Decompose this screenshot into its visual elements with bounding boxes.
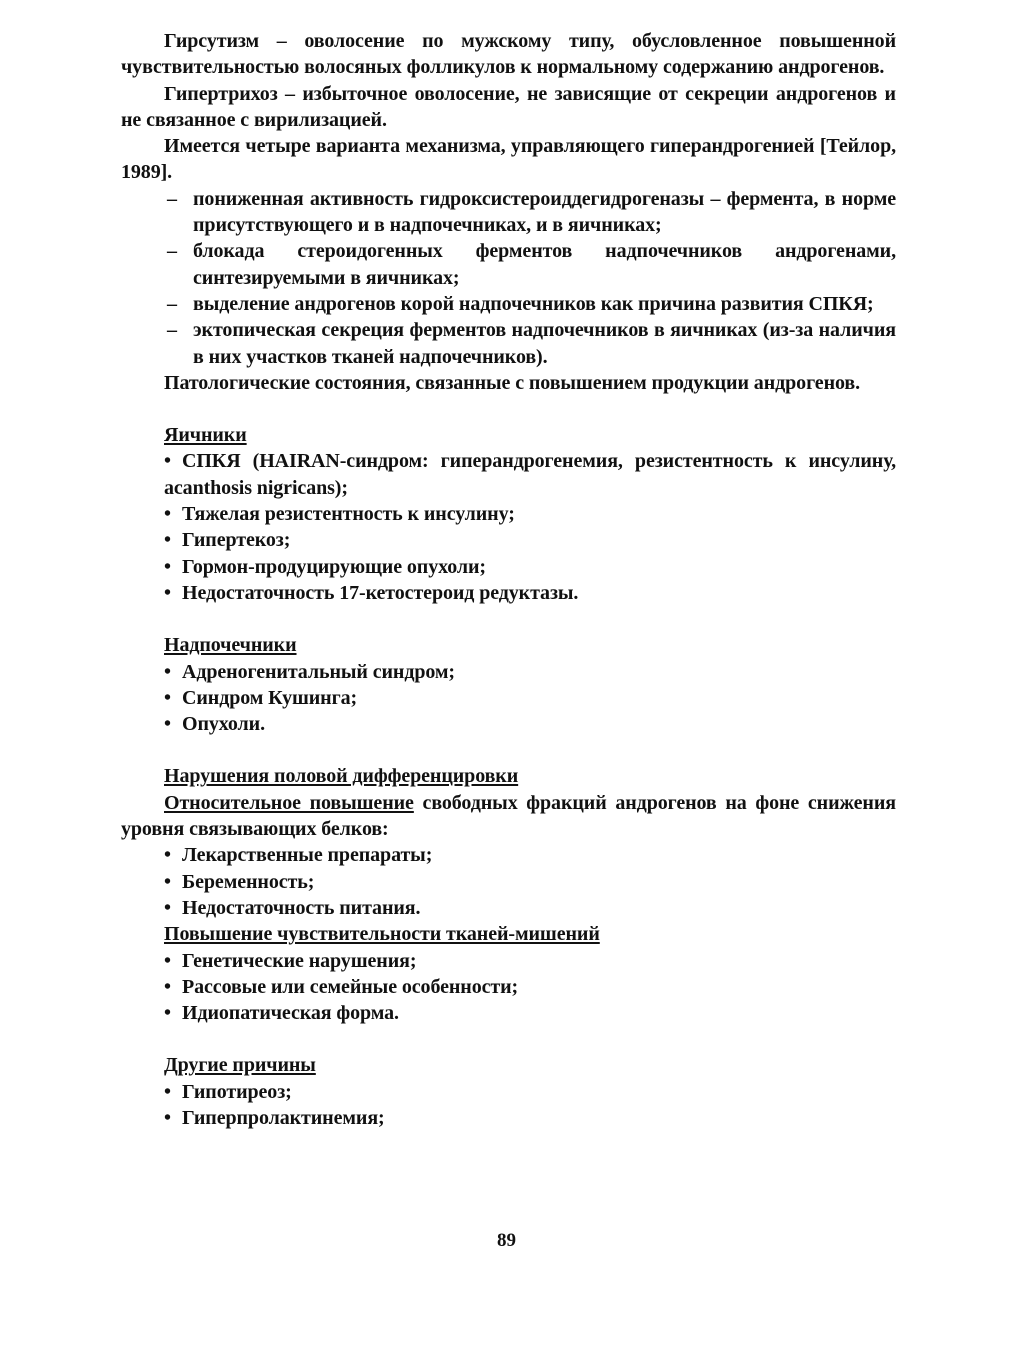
mechanisms-list — [121, 186, 896, 370]
other-causes-list — [121, 1079, 896, 1132]
list-item — [164, 1000, 896, 1026]
differentiation-heading: Нарушения половой дифференцировки — [164, 765, 519, 788]
differentiation-section — [121, 763, 896, 1026]
adrenals-heading: Надпочечники — [164, 634, 297, 657]
list-item — [164, 869, 896, 895]
list-item — [164, 448, 896, 501]
relative-increase-paragraph — [121, 790, 896, 843]
list-item-text: Беременность; — [182, 870, 315, 893]
bullet-icon: • — [164, 555, 171, 578]
list-item-text: Недостаточность питания. — [182, 896, 421, 919]
adrenals-list — [121, 659, 896, 738]
ovaries-section — [121, 422, 896, 606]
hypertrichosis-paragraph: Гипертрихоз – избыточное оволосение, не зависящие от секреции андрогенов и не связанное с вирилизацией. — [121, 82, 896, 131]
bullet-icon: • — [164, 660, 171, 683]
list-item — [164, 948, 896, 974]
list-item — [164, 1079, 896, 1105]
list-item-text: Идиопатическая форма. — [182, 1002, 399, 1025]
list-item-text: Опухоли. — [182, 713, 265, 736]
list-item — [164, 685, 896, 711]
hirsutism-paragraph: Гирсутизм – оволосение по мужскому типу, обусловленное повышенной чувствительностью волосяных фолликулов к нормальному содержанию андрогенов. — [121, 30, 896, 79]
list-item-text: Рассовые или семейные особенности; — [182, 975, 519, 998]
list-item — [164, 580, 896, 606]
relative-increase-text: свободных фракций андрогенов на фоне снижения уровня связывающих белков: — [121, 791, 897, 841]
list-item-text: Гипертекоз; — [182, 529, 291, 552]
list-item — [164, 711, 896, 737]
bullet-icon: • — [164, 949, 171, 972]
sensitivity-heading: Повышение чувствительности тканей-мишений — [164, 923, 600, 946]
list-item-text: Тяжелая резистентность к инсулину; — [182, 503, 515, 526]
list-item-text: Синдром Кушинга; — [182, 686, 358, 709]
pathological-states-paragraph: Патологические состояния, связанные с повышением продукции андрогенов. — [164, 371, 860, 394]
list-item-text: Недостаточность 17-кетостероид редуктазы. — [182, 581, 579, 604]
list-item-text: Лекарственные препараты; — [182, 844, 433, 867]
page-number: 89 — [497, 1230, 516, 1251]
list-item-text: Гормон-продуцирующие опухоли; — [182, 555, 486, 578]
bullet-icon: • — [164, 529, 171, 552]
relative-increase-list — [121, 842, 896, 921]
list-item — [164, 842, 896, 868]
list-item — [164, 501, 896, 527]
list-item — [164, 895, 896, 921]
adrenals-section — [121, 632, 896, 737]
mechanism-item: – выделение андрогенов корой надпочечников как причина развития СПКЯ; — [193, 291, 896, 317]
page-content — [121, 28, 896, 1131]
sensitivity-list — [121, 948, 896, 1027]
bullet-icon: • — [164, 581, 171, 604]
list-item-text: Адреногенитальный синдром; — [182, 660, 455, 683]
list-item-text: Генетические нарушения; — [182, 949, 417, 972]
bullet-icon: • — [164, 1080, 171, 1103]
list-item-text: СПКЯ (HAIRAN-синдром: гиперандрогенемия, резистентность к инсулину, acanthosis nigricans); — [164, 450, 896, 499]
ovaries-list — [121, 448, 896, 606]
bullet-icon: • — [164, 713, 171, 736]
list-item — [164, 1105, 896, 1131]
list-item — [164, 974, 896, 1000]
list-item-text: Гипотиреоз; — [182, 1080, 292, 1103]
mechanisms-intro-paragraph: Имеется четыре варианта механизма, управляющего гиперандрогенией [Тейлор, 1989]. — [121, 135, 896, 184]
bullet-icon: • — [164, 1106, 171, 1129]
bullet-icon: • — [164, 1002, 171, 1025]
relative-increase-label: Относительное повышение — [164, 791, 414, 814]
bullet-icon: • — [164, 896, 171, 919]
other-causes-heading: Другие причины — [164, 1054, 316, 1077]
list-item — [164, 527, 896, 553]
bullet-icon: • — [164, 844, 171, 867]
mechanism-item: – блокада стероидогенных ферментов надпочечников андрогенами, синтезируемыми в яичниках; — [193, 238, 896, 291]
other-causes-section — [121, 1052, 896, 1131]
list-item — [164, 554, 896, 580]
bullet-icon: • — [164, 450, 171, 473]
bullet-icon: • — [164, 686, 171, 709]
mechanism-item: – эктопическая секреция ферментов надпочечников в яичниках (из-за наличия в них участков тканей надпочечников). — [193, 317, 896, 370]
ovaries-heading: Яичники — [164, 424, 247, 447]
bullet-icon: • — [164, 503, 171, 526]
list-item-text: Гиперпролактинемия; — [182, 1106, 385, 1129]
list-item — [164, 659, 896, 685]
bullet-icon: • — [164, 870, 171, 893]
mechanism-item: – пониженная активность гидроксистероиддегидрогеназы – фермента, в норме присутствующего и в надпочечниках, и в яичниках; — [193, 186, 896, 239]
bullet-icon: • — [164, 975, 171, 998]
